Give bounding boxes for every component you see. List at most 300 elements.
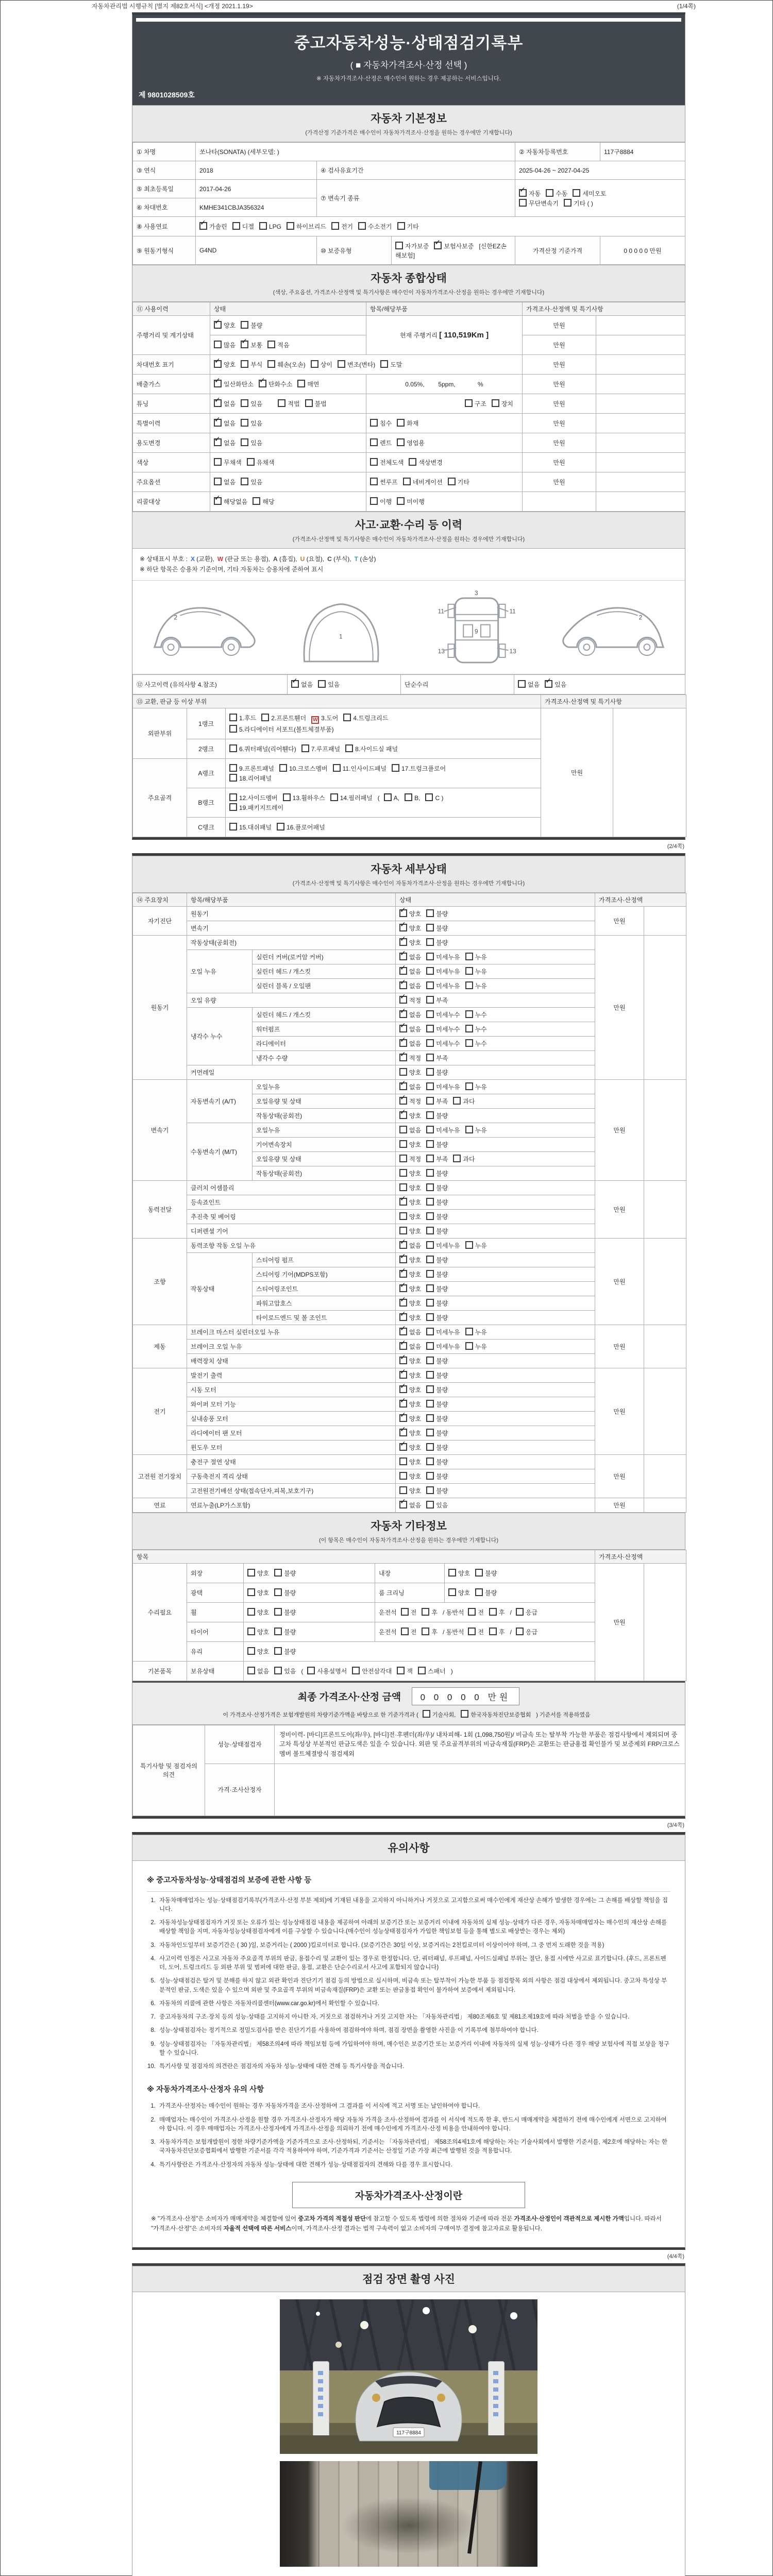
rankC-items (226, 817, 541, 837)
checkbox[interactable] (465, 1082, 473, 1090)
price-cell: 만원 (595, 1238, 644, 1325)
checkbox[interactable] (232, 222, 240, 230)
checkbox[interactable] (426, 1458, 434, 1465)
checkbox[interactable] (305, 399, 313, 407)
checkbox[interactable] (465, 1126, 473, 1133)
checkbox[interactable] (426, 1284, 434, 1292)
checkbox[interactable] (426, 1443, 434, 1451)
checkbox[interactable] (399, 1328, 407, 1335)
checkbox[interactable] (358, 222, 366, 230)
checkbox[interactable] (453, 1155, 461, 1162)
checkbox[interactable] (564, 199, 572, 207)
checkbox[interactable] (399, 967, 407, 975)
checkbox[interactable] (214, 341, 222, 348)
checkbox[interactable] (399, 1025, 407, 1032)
checkbox[interactable] (229, 774, 237, 782)
mileage-value: [ 110,519Km ] (439, 331, 489, 340)
notice-item (147, 2161, 670, 2170)
checkbox[interactable] (465, 981, 473, 989)
checkbox[interactable] (384, 793, 392, 801)
checkbox[interactable] (345, 744, 353, 752)
checkbox-option (399, 981, 421, 990)
checkbox[interactable] (422, 1628, 429, 1635)
base-price-label: 가격산정 기준가격 (515, 236, 600, 265)
checkbox[interactable] (399, 996, 407, 1004)
checkbox[interactable] (253, 497, 260, 505)
checkbox[interactable] (399, 1458, 407, 1465)
svg-text:11: 11 (438, 607, 444, 615)
checkbox[interactable] (214, 438, 222, 446)
checkbox[interactable] (448, 1588, 456, 1596)
checkbox[interactable] (399, 1054, 407, 1061)
checkbox[interactable] (426, 1140, 434, 1148)
checkbox[interactable] (465, 967, 473, 975)
checkbox[interactable] (214, 360, 222, 368)
checkbox[interactable] (403, 478, 411, 485)
checkbox[interactable] (333, 764, 341, 772)
checkbox[interactable] (426, 1313, 434, 1321)
page-marker-4: (4/4쪽) (667, 2253, 684, 2260)
group-label: 외판부위 (133, 708, 187, 758)
checkbox[interactable] (465, 1039, 473, 1047)
checkbox-label: 보험사보증 (444, 243, 474, 250)
checkbox[interactable] (465, 399, 473, 407)
state-symbol: C (327, 555, 332, 563)
checkbox[interactable] (426, 1472, 434, 1480)
checkbox[interactable] (426, 1486, 434, 1494)
checkbox[interactable] (426, 1212, 434, 1220)
checkbox-label: 11.인사이드패널 (342, 765, 386, 772)
checkbox[interactable] (399, 938, 407, 946)
checkbox-option (399, 1299, 421, 1308)
checkbox-label: 7.루프패널 (311, 745, 341, 753)
checkbox[interactable] (370, 438, 378, 446)
checkbox[interactable] (468, 1628, 476, 1635)
checkbox[interactable] (426, 1385, 434, 1393)
checkbox[interactable] (423, 1710, 430, 1718)
lift-rail-left (280, 2461, 320, 2567)
state-symbol-legend (132, 549, 685, 581)
checkbox[interactable] (259, 222, 267, 230)
checkbox[interactable] (291, 680, 299, 688)
checkbox[interactable] (489, 1608, 497, 1616)
item-label: 동력조향 작동 오일 누유 (187, 1238, 396, 1252)
checkbox[interactable] (241, 478, 248, 485)
svg-text:2: 2 (174, 614, 177, 621)
checkbox[interactable] (426, 1400, 434, 1408)
checkbox[interactable] (426, 1025, 434, 1032)
checkbox[interactable] (426, 1342, 434, 1350)
checkbox[interactable] (426, 1256, 434, 1263)
checkbox[interactable] (401, 1608, 409, 1616)
checkbox-label: 자동 (529, 190, 541, 197)
checkbox[interactable] (426, 1198, 434, 1206)
checkbox[interactable] (399, 1212, 407, 1220)
transmission-options (515, 180, 685, 217)
checkbox[interactable] (426, 1068, 434, 1076)
checkbox[interactable] (274, 1608, 282, 1616)
checkbox[interactable] (461, 1710, 468, 1718)
checkbox-option (199, 222, 227, 231)
checkbox[interactable] (241, 360, 248, 368)
subitem-label: 실린더 블록 / 오일팬 (253, 978, 396, 993)
checkbox[interactable] (465, 1328, 473, 1335)
checkbox[interactable] (399, 1010, 407, 1018)
checkbox-option (426, 1472, 448, 1481)
checkbox[interactable] (448, 1569, 456, 1577)
checkbox-label: 없음 (224, 400, 236, 408)
checkbox[interactable] (545, 680, 552, 688)
checkbox-option (397, 438, 425, 447)
warranty-options (392, 236, 515, 265)
checkbox[interactable] (426, 981, 434, 989)
checkbox[interactable] (426, 996, 434, 1004)
checkbox[interactable] (426, 1357, 434, 1364)
checkbox[interactable] (267, 360, 275, 368)
checkbox[interactable] (214, 419, 222, 427)
checkbox[interactable] (426, 1414, 434, 1422)
checkbox[interactable] (229, 764, 237, 772)
state-symbol: A (273, 555, 278, 563)
checkbox[interactable] (370, 419, 378, 427)
checkbox[interactable] (422, 1608, 429, 1616)
row-label: 튜닝 (133, 394, 210, 414)
checkbox[interactable] (434, 242, 442, 249)
checkbox[interactable] (426, 1111, 434, 1119)
checkbox[interactable] (399, 1241, 407, 1249)
checkbox[interactable] (453, 1097, 461, 1105)
checkbox-label: 누유 (475, 953, 487, 961)
checkbox[interactable] (399, 981, 407, 989)
checkbox[interactable] (247, 458, 255, 466)
checkbox-label: 불량 (436, 1357, 448, 1365)
damage-mark-checkbox[interactable]: W (311, 716, 319, 724)
checkbox[interactable] (397, 1667, 405, 1674)
checkbox[interactable] (401, 1628, 409, 1635)
checkbox[interactable] (229, 725, 237, 733)
checkbox[interactable] (399, 924, 407, 931)
checkbox[interactable] (465, 953, 473, 960)
row-label: 색상 (133, 453, 210, 472)
checkbox[interactable] (425, 793, 433, 801)
checkbox[interactable] (395, 242, 403, 249)
checkbox[interactable] (247, 1608, 255, 1616)
checkbox[interactable] (214, 321, 222, 329)
checkbox[interactable] (519, 199, 527, 207)
checkbox-label: 불량 (284, 1569, 296, 1577)
interior-state (445, 1563, 595, 1583)
checkbox[interactable] (199, 222, 207, 230)
checkbox[interactable] (465, 1025, 473, 1032)
checkbox[interactable] (426, 1169, 434, 1177)
checkbox[interactable] (331, 222, 339, 230)
checkbox[interactable] (214, 399, 222, 407)
checkbox[interactable] (426, 1227, 434, 1234)
checkbox[interactable] (426, 1126, 434, 1133)
checkbox[interactable] (426, 1010, 434, 1018)
checkbox[interactable] (519, 189, 527, 197)
checkbox[interactable] (399, 1126, 407, 1133)
checkbox[interactable] (229, 803, 237, 811)
checkbox[interactable] (380, 360, 388, 368)
checkbox[interactable] (247, 1647, 255, 1655)
checkbox[interactable] (301, 744, 309, 752)
checkbox[interactable] (465, 1010, 473, 1018)
checkbox[interactable] (399, 1140, 407, 1148)
checkbox[interactable] (475, 1588, 483, 1596)
checkbox-label: 누유 (475, 982, 487, 990)
item-label: 충전구 절연 상태 (187, 1454, 396, 1469)
checkbox[interactable] (399, 1414, 407, 1422)
checkbox[interactable] (397, 419, 405, 427)
checkbox[interactable] (399, 1400, 407, 1408)
page-marker-1: (1/4쪽) (677, 3, 696, 10)
note-cell (596, 355, 685, 375)
checkbox[interactable] (399, 1082, 407, 1090)
checkbox[interactable] (465, 1241, 473, 1249)
checkbox-option (399, 1241, 421, 1250)
checkbox[interactable] (426, 1054, 434, 1061)
checkbox[interactable] (426, 909, 434, 917)
checkbox[interactable] (399, 1270, 407, 1278)
checkbox[interactable] (392, 764, 399, 772)
checkbox[interactable] (399, 1357, 407, 1364)
checkbox-option (448, 1569, 470, 1578)
checkbox[interactable] (468, 1608, 476, 1616)
checkbox[interactable] (426, 938, 434, 946)
checkbox[interactable] (399, 1169, 407, 1177)
checkbox-option (274, 1608, 296, 1617)
checkbox[interactable] (241, 341, 248, 348)
checkbox[interactable] (399, 1313, 407, 1321)
checkbox[interactable] (426, 1241, 434, 1249)
option-state (210, 472, 366, 492)
checkbox[interactable] (518, 680, 526, 688)
section-basic-header (132, 105, 685, 142)
checkbox[interactable] (247, 1588, 255, 1596)
checkbox[interactable] (214, 497, 222, 505)
checkbox[interactable] (426, 924, 434, 931)
checkbox[interactable] (465, 1342, 473, 1350)
checkbox[interactable] (399, 1227, 407, 1234)
checkbox[interactable] (229, 714, 237, 721)
checkbox[interactable] (274, 1647, 282, 1655)
notice-item-number: 1. (150, 2103, 156, 2110)
checkbox[interactable] (214, 458, 222, 466)
checkbox[interactable] (370, 478, 378, 485)
page-marker-3: (3/4쪽) (667, 1822, 684, 1828)
checkbox[interactable] (546, 189, 553, 197)
checkbox[interactable] (399, 1198, 407, 1206)
checkbox[interactable] (573, 189, 580, 197)
checkbox[interactable] (352, 1667, 360, 1674)
checkbox[interactable] (287, 222, 294, 230)
field-label: ⑩ 보증유형 (317, 236, 392, 265)
subitem-label: 오일누유 (253, 1123, 396, 1137)
checkbox-option (247, 1588, 269, 1597)
checkbox[interactable] (278, 399, 285, 407)
checkbox[interactable] (399, 1183, 407, 1191)
checkbox[interactable] (426, 1082, 434, 1090)
subitem-label: 워터펌프 (253, 1022, 396, 1036)
checkbox[interactable] (311, 360, 318, 368)
checkbox[interactable] (426, 1299, 434, 1307)
checkbox[interactable] (241, 419, 248, 427)
checkbox[interactable] (426, 1371, 434, 1379)
checkbox[interactable] (489, 1628, 497, 1635)
checkbox[interactable] (399, 1111, 407, 1119)
checkbox[interactable] (399, 1256, 407, 1263)
checkbox[interactable] (426, 1429, 434, 1436)
checkbox[interactable] (399, 1472, 407, 1480)
checkbox[interactable] (492, 399, 499, 407)
checkbox[interactable] (297, 380, 305, 387)
checkbox[interactable] (330, 793, 338, 801)
checkbox[interactable] (247, 1569, 255, 1577)
checkbox-option (261, 714, 306, 722)
item-label: 연료누출(LP가스포함) (187, 1498, 396, 1512)
notice-item (147, 2062, 670, 2071)
checkbox[interactable] (426, 1501, 434, 1509)
checkbox[interactable] (399, 1486, 407, 1494)
price-cell: 만원 (595, 1180, 644, 1238)
checkbox[interactable] (426, 1097, 434, 1105)
checkbox[interactable] (274, 1628, 282, 1635)
checkbox[interactable] (399, 1385, 407, 1393)
state-symbol-label: (요철), (305, 555, 325, 563)
checkbox[interactable] (241, 438, 248, 446)
checkbox-option (426, 1328, 460, 1336)
checkbox[interactable] (343, 714, 351, 721)
row-label: 타이어 (187, 1622, 244, 1641)
checkbox[interactable] (516, 1628, 524, 1635)
checkbox[interactable] (241, 399, 248, 407)
checkbox[interactable] (370, 458, 378, 466)
checkbox[interactable] (399, 1039, 407, 1047)
checkbox[interactable] (370, 497, 378, 505)
checkbox[interactable] (274, 1569, 282, 1577)
rank1-items (226, 708, 541, 739)
subitem-label: 스티어링조인트 (253, 1281, 396, 1296)
checkbox[interactable] (399, 953, 407, 960)
checkbox[interactable] (279, 764, 287, 772)
checkbox-label: 양호 (409, 1314, 422, 1321)
overall-state-table (132, 302, 685, 512)
checkbox[interactable] (214, 478, 222, 485)
checkbox[interactable] (277, 823, 284, 831)
checkbox[interactable] (261, 714, 269, 721)
checkbox[interactable] (397, 222, 405, 230)
checkbox[interactable] (399, 1155, 407, 1162)
checkbox-option (426, 1054, 448, 1062)
checkbox[interactable] (214, 380, 222, 387)
checkbox-label: 없음 (301, 681, 313, 688)
checkbox[interactable] (516, 1608, 524, 1616)
checkbox[interactable] (267, 341, 275, 348)
checkbox[interactable] (247, 1667, 255, 1674)
checkbox[interactable] (409, 458, 416, 466)
checkbox-option (399, 1486, 421, 1495)
checkbox[interactable] (426, 1039, 434, 1047)
checkbox[interactable] (426, 953, 434, 960)
row-label: 외장 (187, 1563, 244, 1583)
checkbox[interactable] (399, 1443, 407, 1451)
checkbox-label: 미세누유 (436, 1083, 460, 1091)
checkbox[interactable] (399, 1284, 407, 1292)
checkbox[interactable] (475, 1569, 483, 1577)
checkbox-label: 없음 (409, 1011, 422, 1019)
checkbox[interactable] (399, 1371, 407, 1379)
page-block-4 (132, 2263, 685, 2576)
checkbox[interactable] (448, 478, 456, 485)
checkbox[interactable] (399, 1429, 407, 1436)
checkbox[interactable] (274, 1588, 282, 1596)
checkbox[interactable] (426, 1270, 434, 1278)
text-segment: 이 가격조사·산정가격은 보험개발원의 차량기준가액을 바탕으로 한 기준가격과 ( (223, 1711, 418, 1718)
checkbox[interactable] (426, 967, 434, 975)
checkbox-option (307, 1667, 347, 1675)
checkbox[interactable] (229, 823, 237, 831)
checkbox[interactable] (229, 793, 237, 801)
checkbox-option (405, 793, 420, 802)
checkbox-label: 불법 (314, 400, 327, 408)
checkbox-option (229, 803, 283, 812)
checkbox[interactable] (229, 744, 237, 752)
checkbox[interactable] (426, 1155, 434, 1162)
checkbox[interactable] (241, 321, 248, 329)
checkbox[interactable] (399, 1068, 407, 1076)
item-label: 윈도우 모터 (187, 1440, 396, 1454)
checkbox[interactable] (318, 680, 326, 688)
checkbox[interactable] (399, 909, 407, 917)
section-detail-subtitle: (가격조사·산정액 및 특기사항은 매수인이 자동차가격조사·산정을 원하는 경우에만 기재합니다) (292, 880, 525, 887)
checkbox-option (399, 1256, 421, 1264)
state-cell (396, 1007, 595, 1022)
checkbox[interactable] (397, 497, 405, 505)
checkbox-option (399, 1284, 421, 1293)
checkbox[interactable] (426, 1328, 434, 1335)
checkbox[interactable] (274, 1667, 282, 1674)
checkbox[interactable] (399, 1342, 407, 1350)
checkbox[interactable] (338, 360, 345, 368)
checkbox[interactable] (426, 1183, 434, 1191)
checkbox[interactable] (283, 793, 291, 801)
notice-item-number: 2. (150, 2116, 156, 2123)
fuel-options (196, 217, 685, 236)
checkbox-label: 3.도어 (321, 714, 339, 722)
checkbox[interactable] (399, 1299, 407, 1307)
checkbox[interactable] (399, 1097, 407, 1105)
checkbox-label: 양호 (257, 1589, 270, 1597)
state-cell (396, 1281, 595, 1296)
item-label: 실내송풍 모터 (187, 1411, 396, 1426)
checkbox[interactable] (418, 1667, 426, 1674)
checkbox[interactable] (405, 793, 412, 801)
checkbox[interactable] (247, 1628, 255, 1635)
subitem-label: 라디에이터 (253, 1036, 396, 1050)
checkbox[interactable] (399, 1501, 407, 1509)
checkbox-option (267, 360, 305, 369)
checkbox-label: 없음 (224, 439, 236, 447)
checkbox[interactable] (397, 438, 405, 446)
checkbox-option (564, 199, 593, 208)
checkbox[interactable] (307, 1667, 315, 1674)
col-header: 상태 (396, 893, 595, 906)
checkbox-option (489, 1608, 505, 1617)
checkbox[interactable] (259, 380, 266, 387)
checkbox-label: 침수 (380, 420, 392, 427)
definition-segment: 가격조사·산정인이 객관적으로 제시한 가액 (514, 2215, 624, 2222)
